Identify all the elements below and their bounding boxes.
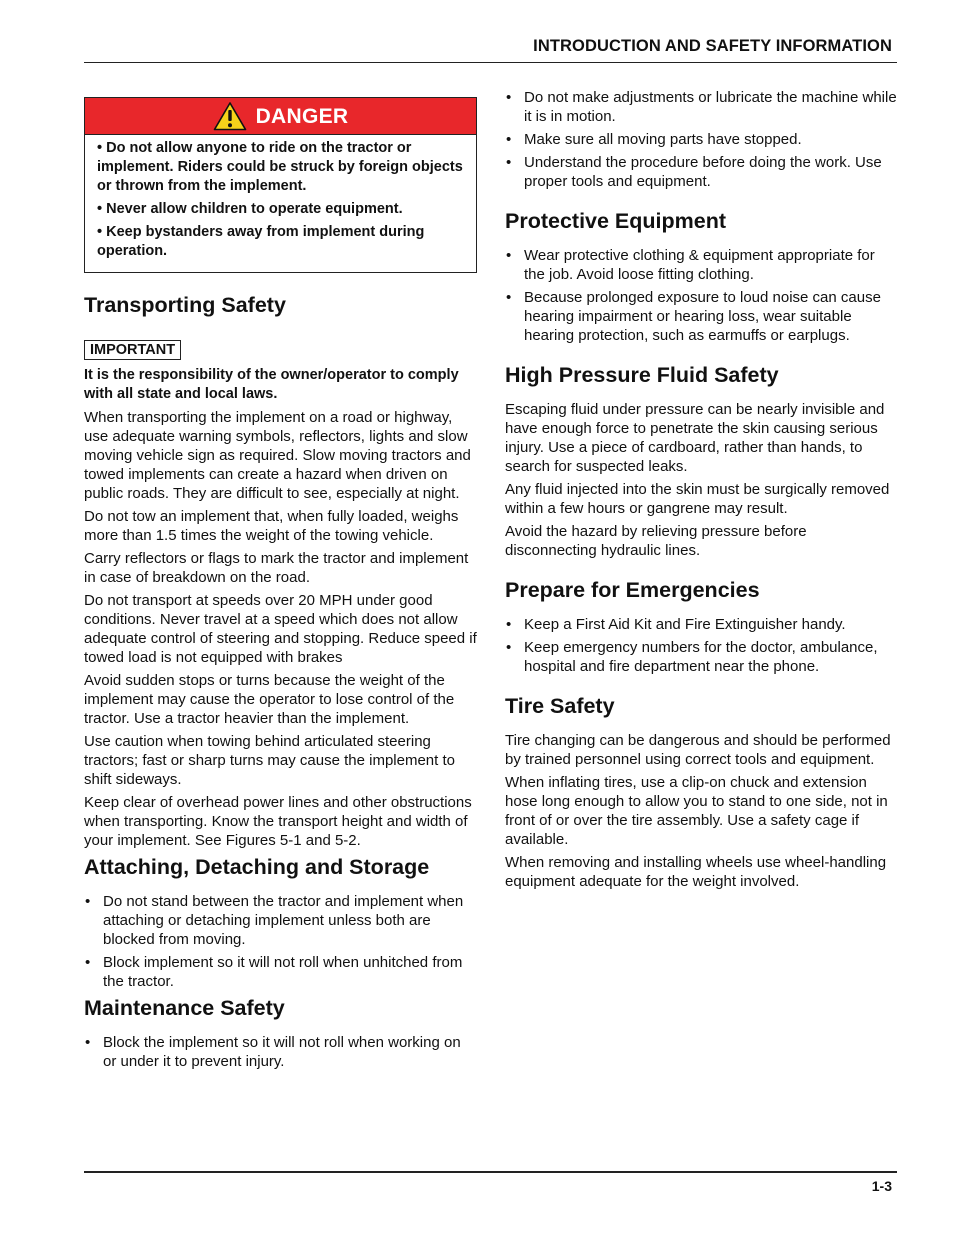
list-item: • Understand the procedure before doing the work. Use proper tools and equipment. [505,153,898,191]
section-heading-fluid: High Pressure Fluid Safety [505,363,779,387]
warning-triangle-icon [213,101,247,131]
paragraph: Do not tow an implement that, when fully loaded, weighs more than 1.5 times the weight of the towing vehicle. [84,508,459,544]
danger-item: • Keep bystanders away from implement during operation. [97,224,425,259]
maintenance-list [84,1033,477,1071]
protective-list [505,246,898,345]
attaching-list [84,892,477,991]
list-item: • Do not make adjustments or lubricate the machine while it is in motion. [505,88,898,126]
section-heading-attaching: Attaching, Detaching and Storage [84,855,430,879]
right-column [505,88,898,895]
list-item: • Wear protective clothing & equipment appropriate for the job. Avoid loose fitting clothing. [505,246,898,284]
paragraph: Escaping fluid under pressure can be nearly invisible and have enough force to penetrate the skin causing serious injury. Use a piece of cardboard, rather than hands, to search for suspected leaks. [505,401,885,475]
paragraph: Use caution when towing behind articulated steering tractors; fast or sharp turns may cause the implement to shift sideways. [84,733,455,788]
section-heading-transporting: Transporting Safety [84,293,286,317]
paragraph: Avoid the hazard by relieving pressure before disconnecting hydraulic lines. [505,523,807,559]
danger-header [85,98,476,135]
header-rule [84,62,897,63]
danger-box [84,97,477,273]
page-number: 1-3 [871,1178,892,1194]
paragraph: When removing and installing wheels use wheel-handling equipment adequate for the weight involved. [505,854,887,890]
danger-body [85,135,476,272]
danger-item: • Do not allow anyone to ride on the tractor or implement. Riders could be struck by foreign objects or thrown from the implement. [97,140,463,194]
list-item: • Because prolonged exposure to loud noise can cause hearing impairment or hearing loss, wear suitable hearing protection, such as earmuffs or earplugs. [505,288,898,345]
paragraph: Tire changing can be dangerous and should be performed by trained personnel using correct tools and equipment. [505,732,891,768]
paragraph: When transporting the implement on a road or highway, use adequate warning symbols, reflectors, lights and slow moving vehicle sign as required. Slow moving tractors and towed implements can create a hazard when driven on public roads. They are difficult to see, especially at night. [84,409,471,502]
footer-rule [84,1171,897,1173]
danger-item: • Never allow children to operate equipment. [97,201,403,217]
list-item: • Block implement so it will not roll when unhitched from the tractor. [84,953,477,991]
section-heading-maintenance: Maintenance Safety [84,996,285,1020]
paragraph: Keep clear of overhead power lines and other obstructions when transporting. Know the transport height and width of your implement. See Figures 5-1 and 5-2. [84,794,472,849]
important-label: IMPORTANT [84,340,181,360]
list-item: • Keep emergency numbers for the doctor, ambulance, hospital and fire department near the phone. [505,638,898,676]
list-item: • Make sure all moving parts have stopped. [505,130,898,149]
paragraph: Carry reflectors or flags to mark the tractor and implement in case of breakdown on the road. [84,550,469,586]
important-text: It is the responsibility of the owner/operator to comply with all state and local laws. [84,367,459,402]
danger-label: DANGER [255,104,349,128]
paragraph: Avoid sudden stops or turns because the weight of the implement may cause the operator to lose control of the tractor. Use a tractor heavier than the implement. [84,672,455,727]
list-item: • Block the implement so it will not roll when working on or under it to prevent injury. [84,1033,477,1071]
paragraph: When inflating tires, use a clip-on chuck and extension hose long enough to allow you to stand to one side, not in front of or over the tire assembly. Use a safety cage if available. [505,774,888,848]
left-column [84,97,477,1075]
page-header-title: INTRODUCTION AND SAFETY INFORMATION [533,37,892,55]
list-item: • Do not stand between the tractor and implement when attaching or detaching implement unless both are blocked from moving. [84,892,477,949]
emergencies-list [505,615,898,676]
paragraph: Do not transport at speeds over 20 MPH under good conditions. Never travel at a speed which does not allow adequate control of steering and stopping. Reduce speed if towed load is not equipped with brakes [84,592,477,666]
section-heading-emergencies: Prepare for Emergencies [505,578,760,602]
paragraph: Any fluid injected into the skin must be surgically removed within a few hours or gangrene may result. [505,481,890,517]
maintenance-list-continued [505,88,898,191]
list-item: • Keep a First Aid Kit and Fire Extinguisher handy. [505,615,898,634]
section-heading-protective: Protective Equipment [505,209,727,233]
section-heading-tire: Tire Safety [505,694,615,718]
